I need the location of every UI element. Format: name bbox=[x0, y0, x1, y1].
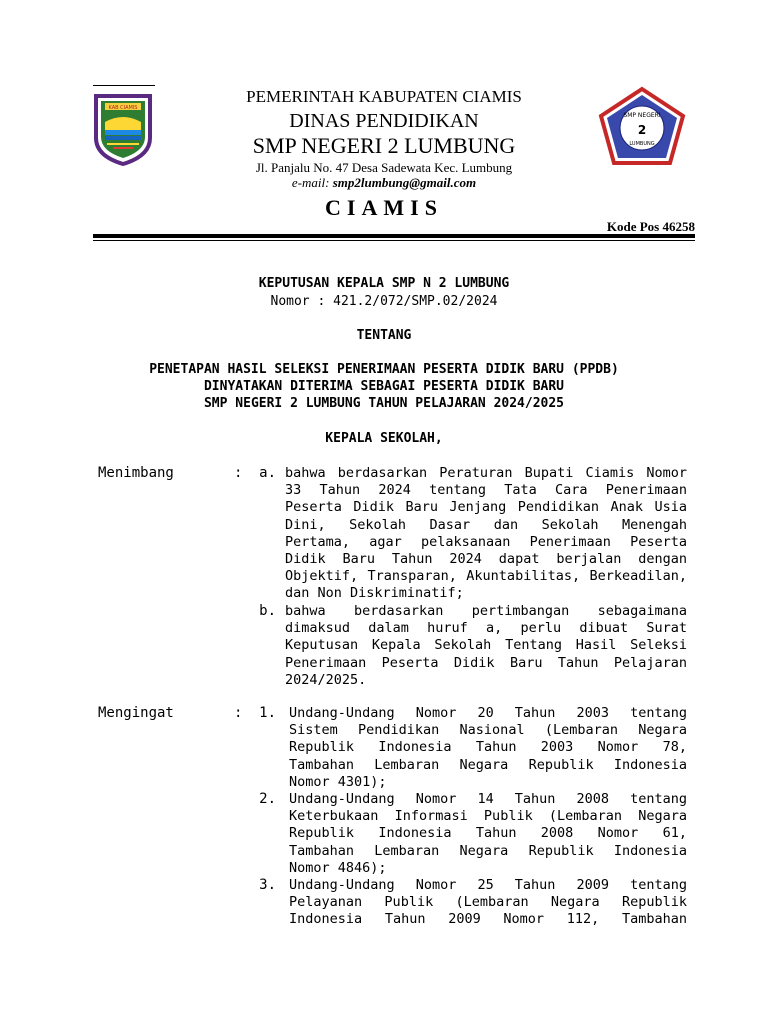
text-line: Republik Indonesia Tahun 2008 Nomor 61, bbox=[289, 825, 687, 842]
text-line: Keterbukaan Informasi Publik (Lembaran Negara bbox=[289, 808, 687, 825]
school-email-line bbox=[0, 175, 768, 191]
menimbang-item-marker: b. bbox=[259, 603, 276, 619]
text-line: Objektif, Transparan, Akuntabilitas, Berkeadilan, bbox=[285, 568, 687, 585]
email-address: smp2lumbung@gmail.com bbox=[332, 175, 477, 190]
text-line: Undang-Undang Nomor 25 Tahun 2009 tentang bbox=[289, 877, 687, 893]
menimbang-item-marker: a. bbox=[259, 465, 276, 481]
text-line: Penerimaan Peserta Didik Baru Tahun Pelajaran bbox=[285, 654, 687, 671]
letterhead-rule-thin bbox=[93, 240, 695, 241]
postal-code: Kode Pos 46258 bbox=[606, 219, 695, 234]
mengingat-item-marker: 2. bbox=[259, 791, 276, 807]
text-line: Didik Baru Tahun 2024 dapat berjalan dengan bbox=[285, 551, 687, 568]
header-decor-line bbox=[93, 85, 155, 86]
text-line: Republik Indonesia Tahun 2003 Nomor 78, bbox=[289, 739, 687, 756]
text-line: 33 Tahun 2024 tentang Tata Cara Penerimaan bbox=[285, 482, 687, 499]
mengingat-item-3 bbox=[289, 877, 687, 929]
school-address: Jl. Panjalu No. 47 Desa Sadewata Kec. Lumbung bbox=[255, 160, 513, 175]
decree-title: KEPUTUSAN KEPALA SMP N 2 LUMBUNG bbox=[258, 276, 510, 291]
mengingat-colon: : bbox=[234, 705, 243, 721]
text-line: Pertama, agar pelaksanaan Penerimaan Peserta bbox=[285, 533, 687, 550]
city-name: CIAMIS bbox=[325, 195, 443, 220]
text-line: Tambahan Lembaran Negara Republik Indonesia bbox=[289, 842, 687, 859]
decree-subject-line: SMP NEGERI 2 LUMBUNG TAHUN PELAJARAN 2024/2025 bbox=[203, 396, 565, 411]
text-line: Peserta Didik Baru Jenjang Pendidikan Anak Usia bbox=[285, 499, 687, 516]
text-line: Nomor 4301); bbox=[289, 773, 387, 790]
text-line: dimaksud dalam huruf a, perlu dibuat Surat bbox=[285, 620, 687, 637]
decree-about-heading: TENTANG bbox=[356, 328, 412, 343]
menimbang-label: Menimbang bbox=[98, 465, 174, 481]
menimbang-item-b bbox=[285, 603, 687, 689]
decree-number: Nomor : 421.2/072/SMP.02/2024 bbox=[270, 294, 498, 309]
mengingat-label: Mengingat bbox=[98, 705, 174, 721]
text-line: Sistem Pendidikan Nasional (Lembaran Negara bbox=[289, 722, 687, 739]
email-label: e-mail: bbox=[291, 175, 330, 190]
text-line: Nomor 4846); bbox=[289, 859, 387, 876]
text-line: 2024/2025. bbox=[285, 671, 367, 688]
mengingat-item-marker: 3. bbox=[259, 877, 276, 893]
decree-subject-line: PENETAPAN HASIL SELEKSI PENERIMAAN PESERTA DIDIK BARU (PPDB) bbox=[149, 362, 619, 377]
text-line: Tambahan Lembaran Negara Republik Indonesia bbox=[289, 756, 687, 773]
text-line: dan Non Diskriminatif; bbox=[285, 585, 464, 602]
text-line: Keputusan Kepala Sekolah Tentang Hasil Seleksi bbox=[285, 637, 687, 654]
text-line: bahwa berdasarkan pertimbangan sebagaimana bbox=[285, 603, 687, 619]
school-logo bbox=[598, 86, 686, 166]
decree-issuer: KEPALA SEKOLAH, bbox=[325, 431, 443, 446]
text-line: Indonesia Tahun 2009 Nomor 112, Tambahan bbox=[289, 911, 687, 928]
department-name: DINAS PENDIDIKAN bbox=[289, 110, 479, 132]
mengingat-item-2 bbox=[289, 791, 687, 877]
school-name: SMP NEGERI 2 LUMBUNG bbox=[252, 133, 516, 158]
text-line: bahwa berdasarkan Peraturan Bupati Ciamis Nomor bbox=[285, 465, 687, 481]
text-line: Undang-Undang Nomor 20 Tahun 2003 tentang bbox=[289, 705, 687, 721]
logo-right-number: 2 bbox=[637, 123, 647, 137]
text-line: Undang-Undang Nomor 14 Tahun 2008 tentang bbox=[289, 791, 687, 807]
menimbang-item-a bbox=[285, 465, 687, 603]
logo-left-text: KAB CIAMIS bbox=[108, 105, 138, 111]
logo-right-top-text: SMP NEGERI bbox=[623, 112, 661, 119]
text-line: Dini, Sekolah Dasar dan Sekolah Menengah bbox=[285, 516, 687, 533]
menimbang-colon: : bbox=[234, 465, 243, 481]
mengingat-item-1 bbox=[289, 705, 687, 791]
decree-subject-line: DINYATAKAN DITERIMA SEBAGAI PESERTA DIDIK BARU bbox=[203, 379, 565, 394]
government-name: PEMERINTAH KABUPATEN CIAMIS bbox=[246, 87, 522, 106]
letterhead-rule-thick bbox=[93, 234, 695, 238]
mengingat-item-marker: 1. bbox=[259, 705, 276, 721]
logo-right-bottom-text: LUMBUNG bbox=[629, 141, 655, 147]
text-line: Pelayanan Publik (Lembaran Negara Republik bbox=[289, 894, 687, 911]
